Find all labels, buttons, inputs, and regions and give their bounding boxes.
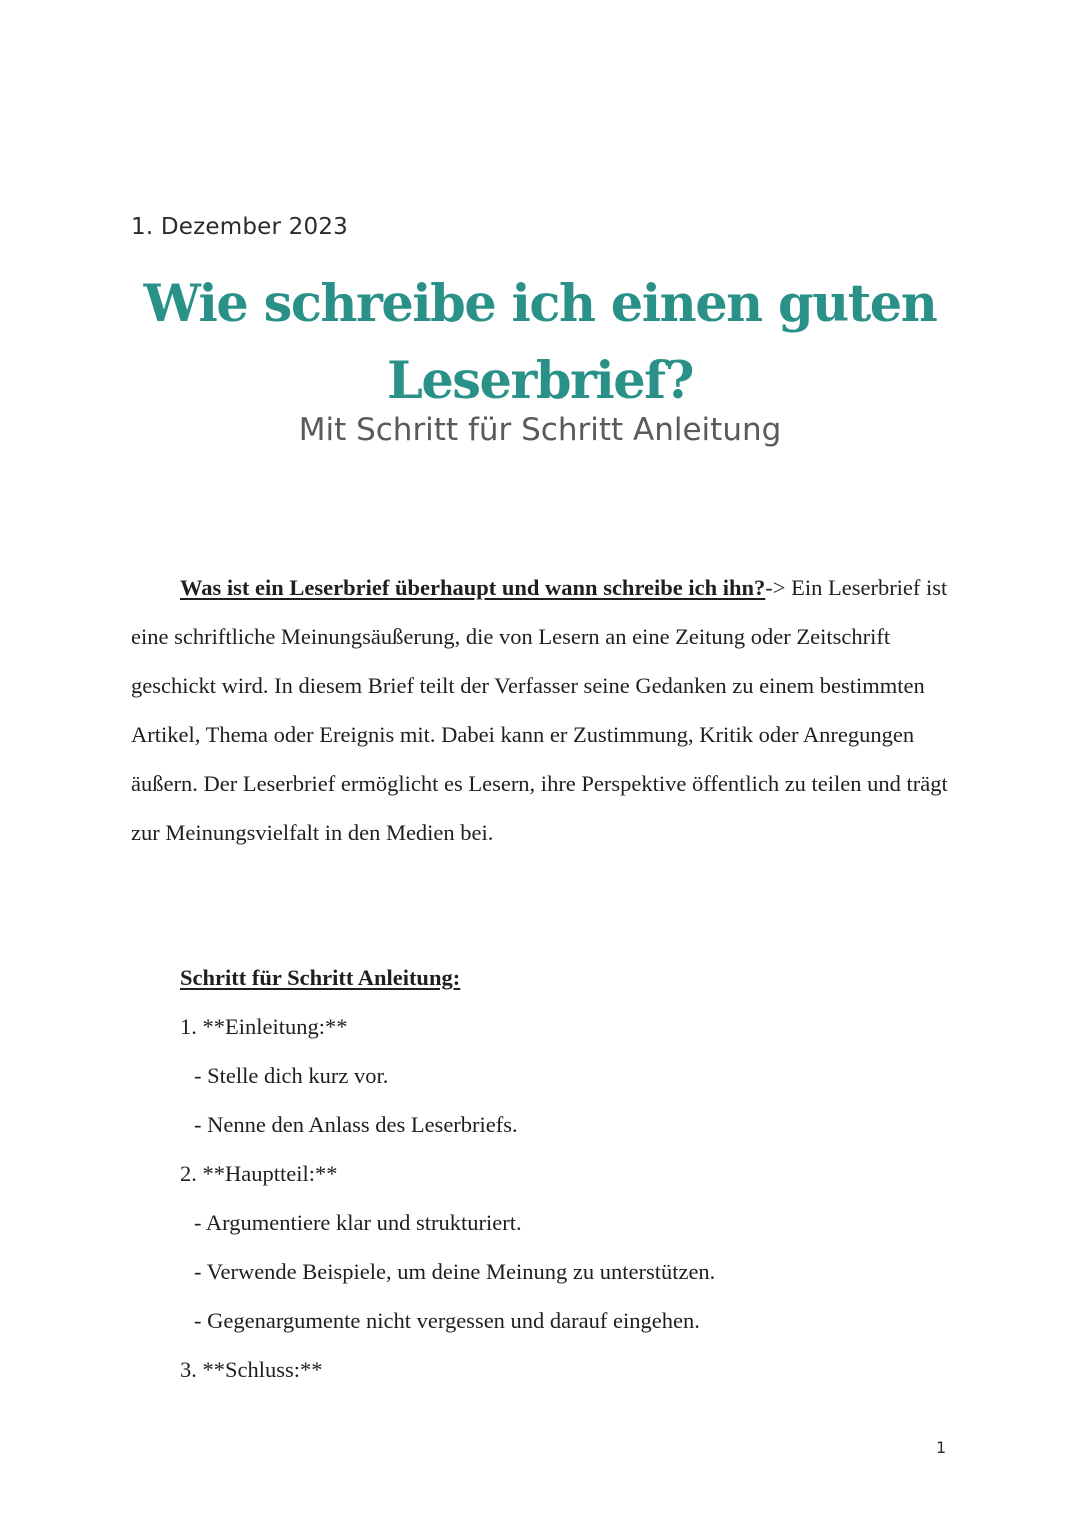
- document-subtitle: Mit Schritt für Schritt Anleitung: [298, 412, 782, 448]
- document-title: [0, 266, 1080, 420]
- title-line-1: Wie schreibe ich einen guten: [143, 274, 937, 334]
- intro-answer: -> Ein Leserbrief ist eine schriftliche Meinungsäußerung, die von Lesern an eine Zeitung oder Zeitschrift geschickt wird. In diesem Brief teilt der Verfasser seine Gedanken zu einem bestimmten Artikel, Thema oder Ereignis mit. Dabei kann er Zustimmung, Kritik oder Anregungen äußern. Der Leserbrief ermöglicht es Lesern, ihre Perspektive öffentlich zu teilen und trägt zur Meinungsvielfalt in den Medien bei.: [131, 575, 948, 845]
- step-item: - Nenne den Anlass des Leserbriefs.: [194, 1112, 518, 1137]
- step-conclusion: 3. **Schluss:**: [180, 1357, 323, 1382]
- title-line-2: Leserbrief?: [386, 351, 693, 411]
- steps-section: [180, 953, 960, 1394]
- step-item: - Argumentiere klar und strukturiert.: [194, 1210, 522, 1235]
- step-item: - Gegenargumente nicht vergessen und darauf eingehen.: [194, 1308, 700, 1333]
- page-number: 1: [936, 1438, 947, 1457]
- document-date: 1. Dezember 2023: [131, 214, 348, 240]
- step-item: - Verwende Beispiele, um deine Meinung zu unterstützen.: [194, 1259, 716, 1284]
- intro-paragraph: [131, 563, 951, 857]
- step-item: - Stelle dich kurz vor.: [194, 1063, 389, 1088]
- intro-question: Was ist ein Leserbrief überhaupt und wann schreibe ich ihn?: [180, 575, 766, 600]
- step-introduction: 1. **Einleitung:**: [180, 1014, 348, 1039]
- steps-heading: Schritt für Schritt Anleitung:: [180, 965, 461, 990]
- step-main-part: 2. **Hauptteil:**: [180, 1161, 338, 1186]
